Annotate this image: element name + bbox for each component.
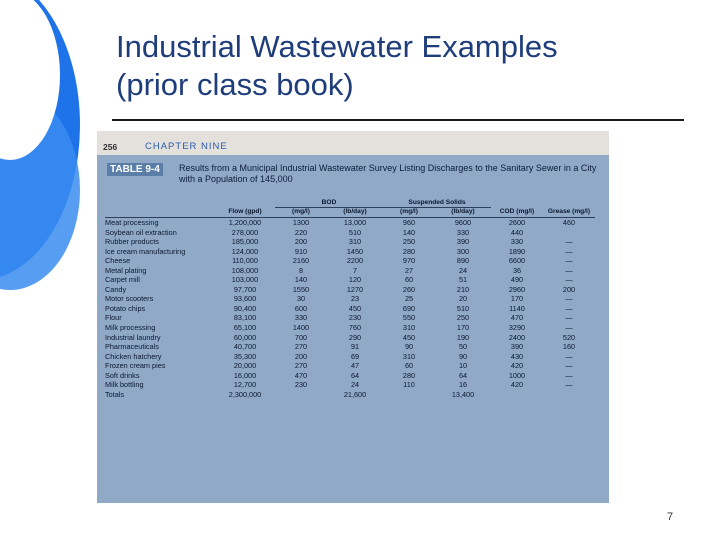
table-cell: 200 — [294, 351, 308, 361]
table-cell: 460 — [562, 218, 576, 227]
table-cell: — — [565, 246, 573, 256]
table-cell: 83,100 — [233, 313, 257, 323]
table-cell: 23 — [350, 294, 360, 304]
slide-title-line1: Industrial Wastewater Examples — [116, 29, 558, 64]
table-row — [105, 304, 595, 314]
table-cell: 35,300 — [233, 351, 257, 361]
table-cell: 270 — [294, 361, 308, 371]
table-cell: 60 — [404, 275, 414, 285]
column-header: (mg/l) — [275, 208, 327, 218]
wastewater-table — [105, 199, 595, 399]
table-cell: 24 — [458, 265, 468, 275]
table-cell: 310 — [402, 351, 416, 361]
book-page-header — [97, 139, 609, 153]
table-cell: 290 — [348, 332, 362, 342]
table-cell: 51 — [458, 275, 468, 285]
table-cell: 13,000 — [343, 218, 367, 227]
book-page-number: 256 — [103, 142, 118, 152]
table-cell: 90 — [458, 351, 468, 361]
table-cell: 185,000 — [231, 237, 259, 247]
table-cell: — — [565, 275, 573, 285]
table-cell: 140 — [294, 275, 308, 285]
table-cell: 1450 — [346, 246, 364, 256]
column-header: (lb/day) — [327, 208, 383, 218]
table-cell: 1300 — [292, 218, 310, 227]
table-cell: 550 — [402, 313, 416, 323]
table-cell: 160 — [562, 342, 576, 352]
table-cell: 390 — [456, 237, 470, 247]
table-cell: — — [565, 294, 573, 304]
table-row — [105, 323, 595, 333]
table-cell: 1000 — [508, 370, 526, 380]
table-cell: 278,000 — [231, 227, 259, 237]
table-cell: 280 — [402, 246, 416, 256]
table-cell: 24 — [350, 380, 360, 390]
table-cell: 420 — [510, 361, 524, 371]
table-cell: — — [565, 361, 573, 371]
table-cell: 520 — [562, 332, 576, 342]
table-cell: 110,000 — [232, 256, 258, 266]
row-label: Ice cream manufacturing — [105, 246, 186, 256]
row-label: Meat processing — [105, 218, 159, 227]
table-row — [105, 333, 595, 343]
table-cell: 10 — [458, 361, 468, 371]
table-cell: 9600 — [454, 218, 472, 227]
table-cell: 690 — [402, 303, 416, 313]
table-row — [105, 228, 595, 238]
table-cell: 7 — [352, 265, 358, 275]
table-cell: 40,700 — [233, 342, 257, 352]
row-label: Motor scooters — [105, 294, 154, 304]
table-cell: 60,000 — [233, 332, 257, 342]
slide-title-line2: (prior class book) — [116, 67, 354, 102]
table-cell: 390 — [510, 342, 524, 352]
table-cell: 12,700 — [233, 380, 257, 390]
table-cell: 6600 — [508, 256, 526, 266]
table-cell: — — [565, 323, 573, 333]
table-cell: 2600 — [508, 218, 526, 227]
scanned-book-page — [97, 131, 609, 503]
table-cell: 470 — [294, 370, 308, 380]
table-panel — [97, 155, 609, 503]
table-cell: 1550 — [292, 284, 310, 294]
table-row — [105, 352, 595, 362]
table-cell: 210 — [456, 284, 470, 294]
table-cell: 30 — [296, 294, 306, 304]
table-cell: 1400 — [292, 323, 310, 333]
table-cell: — — [565, 370, 573, 380]
table-cell: 124,000 — [231, 246, 259, 256]
table-row — [105, 247, 595, 257]
chapter-label: CHAPTER NINE — [145, 141, 228, 152]
table-cell: 8 — [298, 265, 304, 275]
column-header — [105, 208, 215, 218]
table-cell: 1140 — [509, 303, 525, 313]
row-label: Industrial laundry — [105, 332, 161, 342]
table-caption-text: Results from a Municipal Industrial Wastewater Survey Listing Discharges to the Sanitary Sewer in a City with a Population of 145,000 — [179, 163, 597, 184]
row-label: Flour — [105, 313, 122, 323]
table-cell: 470 — [510, 313, 524, 323]
table-cell: 36 — [512, 265, 522, 275]
table-cell: 2200 — [346, 256, 364, 266]
row-label: Soft drinks — [105, 370, 140, 380]
table-cell: 250 — [402, 237, 416, 247]
column-header-row — [105, 208, 595, 218]
table-label: TABLE 9-4 — [107, 163, 163, 176]
table-cell: — — [565, 313, 573, 323]
group-header-row — [105, 199, 595, 208]
table-cell: 120 — [348, 275, 362, 285]
table-cell: 13,400 — [451, 389, 475, 399]
table-row — [105, 371, 595, 381]
table-cell: 47 — [350, 361, 360, 371]
table-cell: 65,100 — [233, 323, 257, 333]
table-row — [105, 380, 595, 390]
table-cell — [543, 228, 595, 238]
table-cell: 260 — [402, 284, 416, 294]
table-cell: 16,000 — [233, 370, 257, 380]
table-cell: 280 — [402, 370, 416, 380]
table-row — [105, 275, 595, 285]
table-cell: 700 — [294, 332, 308, 342]
table-cell: 490 — [510, 275, 524, 285]
row-label: Carpet mill — [105, 275, 140, 285]
table-cell: — — [565, 351, 573, 361]
table-cell — [275, 390, 327, 400]
table-cell: 16 — [458, 380, 468, 390]
table-cell: 50 — [458, 342, 468, 352]
table-cell: 27 — [404, 265, 414, 275]
table-cell: 1,200,000 — [228, 218, 262, 227]
table-row — [105, 361, 595, 371]
row-label: Soybean oil extraction — [105, 227, 177, 237]
table-cell: 310 — [402, 323, 416, 333]
table-cell: 2400 — [508, 332, 526, 342]
table-cell: 1270 — [346, 284, 364, 294]
table-row — [105, 390, 595, 400]
table-cell: 2960 — [508, 284, 526, 294]
table-cell: 108,000 — [231, 265, 259, 275]
table-cell: 330 — [456, 227, 470, 237]
table-cell: 220 — [294, 227, 308, 237]
table-row — [105, 313, 595, 323]
table-cell: 230 — [294, 380, 308, 390]
row-label: Potato chips — [105, 303, 146, 313]
row-label: Totals — [105, 389, 125, 399]
table-cell: 960 — [402, 218, 416, 227]
table-cell: 420 — [510, 380, 524, 390]
column-header: (lb/day) — [435, 208, 491, 218]
table-row — [105, 256, 595, 266]
table-row — [105, 218, 595, 228]
table-row — [105, 285, 595, 295]
table-row — [105, 342, 595, 352]
table-cell: 60 — [404, 361, 414, 371]
row-label: Chicken hatchery — [105, 351, 162, 361]
table-cell: 200 — [562, 284, 576, 294]
table-cell: 64 — [350, 370, 360, 380]
table-cell: 20,000 — [233, 361, 257, 371]
table-cell: 21,600 — [343, 389, 367, 399]
column-header: Flow (gpd) — [215, 208, 275, 218]
table-cell: 91 — [350, 342, 360, 352]
table-cell: 69 — [350, 351, 360, 361]
table-cell — [543, 390, 595, 400]
row-label: Cheese — [105, 256, 131, 266]
table-cell: 600 — [294, 303, 308, 313]
table-cell: — — [565, 265, 573, 275]
table-cell: 25 — [404, 294, 414, 304]
column-header: (mg/l) — [383, 208, 435, 218]
row-label: Rubber products — [105, 237, 159, 247]
table-cell: 1890 — [508, 246, 526, 256]
table-cell — [491, 390, 543, 400]
table-cell: 2160 — [292, 256, 310, 266]
column-header: Grease (mg/l) — [543, 208, 595, 218]
slide-page-number: 7 — [667, 511, 674, 523]
row-label: Milk bottling — [105, 380, 144, 390]
table-cell: 440 — [510, 227, 524, 237]
title-divider — [112, 119, 684, 121]
table-cell: 110 — [403, 380, 415, 390]
table-row — [105, 237, 595, 247]
table-cell: 250 — [456, 313, 470, 323]
table-cell: 760 — [348, 323, 362, 333]
table-cell: 330 — [510, 237, 524, 247]
column-header: COD (mg/l) — [491, 208, 543, 218]
table-cell: 103,000 — [231, 275, 259, 285]
table-row — [105, 266, 595, 276]
table-cell: 890 — [456, 256, 470, 266]
table-cell: 64 — [458, 370, 468, 380]
table-cell: 190 — [456, 332, 470, 342]
table-cell: 140 — [402, 227, 416, 237]
table-cell: 170 — [456, 323, 470, 333]
table-cell: 90 — [404, 342, 414, 352]
table-cell: 510 — [456, 303, 470, 313]
table-cell: 2,300,000 — [228, 389, 262, 399]
table-cell — [383, 390, 435, 400]
row-label: Milk processing — [105, 323, 156, 333]
table-body — [105, 218, 595, 400]
table-cell: 200 — [294, 237, 308, 247]
table-cell: 910 — [294, 246, 308, 256]
table-cell: — — [565, 303, 573, 313]
table-cell: 93,600 — [233, 294, 257, 304]
table-cell: 330 — [294, 313, 308, 323]
table-row — [105, 294, 595, 304]
table-cell: 20 — [458, 294, 468, 304]
table-cell: 450 — [348, 303, 362, 313]
table-cell: 300 — [456, 246, 470, 256]
table-cell: 270 — [294, 342, 308, 352]
row-label: Pharmaceuticals — [105, 342, 159, 352]
table-cell: 310 — [348, 237, 362, 247]
table-cell: 170 — [510, 294, 524, 304]
table-cell: 450 — [402, 332, 416, 342]
slide-title — [116, 28, 558, 104]
table-cell: 97,700 — [233, 284, 257, 294]
table-cell: 90,400 — [233, 303, 257, 313]
row-label: Metal plating — [105, 265, 147, 275]
table-cell: — — [565, 237, 573, 247]
table-cell: — — [565, 256, 573, 266]
row-label: Candy — [105, 284, 127, 294]
table-cell: — — [565, 380, 573, 390]
table-cell: 970 — [402, 256, 416, 266]
row-label: Frozen cream pies — [105, 361, 166, 371]
table-cell: 230 — [348, 313, 362, 323]
group-header-suspended-solids: Suspended Solids — [383, 199, 491, 208]
group-header-bod: BOD — [275, 199, 383, 208]
table-cell: 430 — [510, 351, 524, 361]
table-cell: 3290 — [508, 323, 526, 333]
table-cell: 510 — [348, 227, 362, 237]
